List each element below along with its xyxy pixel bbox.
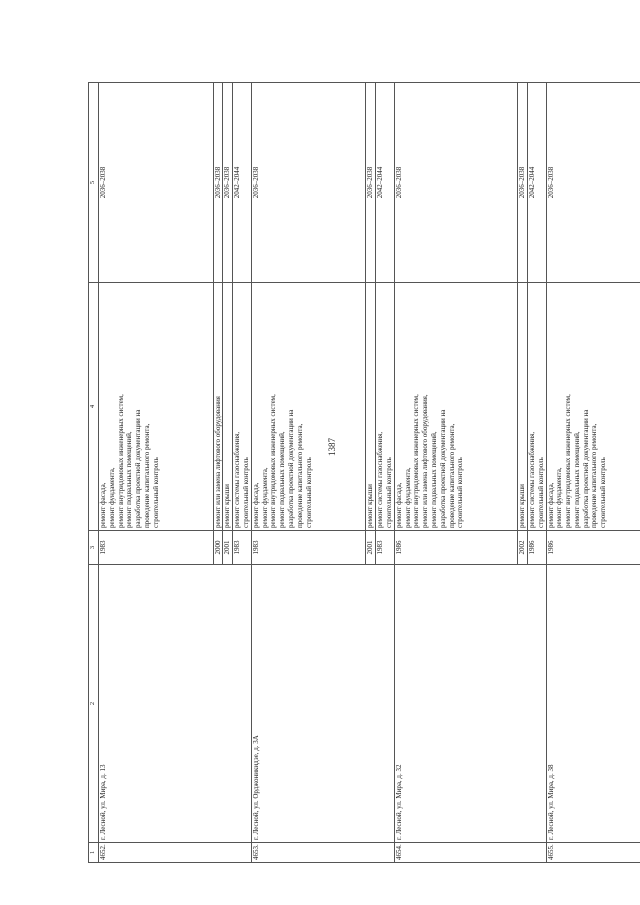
period-cell: 2036–2038 xyxy=(251,83,366,283)
year-cell: 2001 xyxy=(223,531,233,565)
period-cell: 2042–2044 xyxy=(527,83,546,283)
year-cell: 1986 xyxy=(546,531,640,565)
entry-number: 4653. xyxy=(251,843,394,863)
work-line: ремонт фасада, xyxy=(546,482,555,528)
work-line: ремонт системы газоснабжения, xyxy=(233,431,242,528)
work-line: ремонт крыши xyxy=(518,484,527,528)
period-cell: 2036–2038 xyxy=(223,83,233,283)
work-line: ремонт фундамента, xyxy=(555,467,564,528)
work-line: ремонт фасада, xyxy=(99,482,107,528)
work-description-cell xyxy=(546,283,640,531)
entry-address: г. Лесной, ул. Орджоникидзе, д. 3А xyxy=(251,565,394,843)
work-line: разработка проектной документации на xyxy=(134,409,143,528)
period-cell: 2036–2038 xyxy=(518,83,528,283)
table-body xyxy=(99,83,640,863)
table-row xyxy=(251,83,366,863)
table-row xyxy=(99,83,214,863)
year-cell: 2001 xyxy=(366,531,376,565)
work-line: ремонт подвальных помещений, xyxy=(572,431,581,528)
year-cell: 1983 xyxy=(251,531,366,565)
spacer xyxy=(161,285,213,528)
work-line: ремонт подвальных помещений, xyxy=(429,431,438,528)
work-line: ремонт внутридомовых инженерных систем, xyxy=(412,394,421,528)
work-line: ремонт крыши xyxy=(223,484,232,528)
work-line: ремонт фасада, xyxy=(251,482,260,528)
period-cell: 2042–2044 xyxy=(376,83,395,283)
rotated-table-container xyxy=(88,83,608,863)
period-cell: 2036–2038 xyxy=(213,83,223,283)
work-line: строительный контроль xyxy=(241,457,250,528)
work-line: ремонт системы газоснабжения, xyxy=(527,431,536,528)
work-description-cell xyxy=(251,283,366,531)
work-line: строительный контроль xyxy=(536,457,545,528)
entry-number: 4655. xyxy=(546,843,640,863)
col-header-1: 1 xyxy=(89,843,99,863)
work-description-cell xyxy=(366,283,376,531)
spacer xyxy=(313,285,365,528)
year-cell: 1983 xyxy=(99,531,214,565)
work-description-cell xyxy=(213,283,223,531)
work-line: ремонт крыши xyxy=(366,484,375,528)
work-line: проведение капитального ремонта, xyxy=(142,423,151,528)
work-line: строительный контроль xyxy=(151,457,160,528)
capital-repair-table xyxy=(88,82,640,863)
col-header-4: 4 xyxy=(89,283,99,531)
work-line: строительный контроль xyxy=(304,457,313,528)
year-cell: 1986 xyxy=(394,531,517,565)
work-description-cell xyxy=(518,283,528,531)
col-header-2: 2 xyxy=(89,565,99,843)
work-description-cell xyxy=(223,283,233,531)
year-cell: 1983 xyxy=(376,531,395,565)
work-line: разработка проектной документации на xyxy=(438,409,447,528)
work-description-cell xyxy=(527,283,546,531)
table-row xyxy=(394,83,517,863)
entry-address: г. Лесной, ул. Мира, д. 38 xyxy=(546,565,640,843)
work-line: строительный контроль xyxy=(384,457,393,528)
spacer xyxy=(465,285,517,528)
work-line: проведение капитального ремонта, xyxy=(295,423,304,528)
year-cell: 2000 xyxy=(213,531,223,565)
work-line: ремонт фундамента, xyxy=(107,467,116,528)
col-header-5: 5 xyxy=(89,83,99,283)
work-line: разработка проектной документации на xyxy=(581,409,590,528)
work-description-cell xyxy=(99,283,214,531)
work-line: ремонт или замена лифтового оборудования, xyxy=(421,394,430,528)
year-cell: 2002 xyxy=(518,531,528,565)
work-line: ремонт фасада, xyxy=(394,482,403,528)
year-cell: 1983 xyxy=(233,531,252,565)
work-description-cell xyxy=(394,283,517,531)
work-line: разработка проектной документации на xyxy=(286,409,295,528)
entry-number: 4652. xyxy=(99,843,252,863)
work-line: ремонт фундамента, xyxy=(260,467,269,528)
work-line: ремонт подвальных помещений, xyxy=(125,431,134,528)
period-cell: 2036–2038 xyxy=(99,83,214,283)
work-line: ремонт системы газоснабжения, xyxy=(376,431,385,528)
header-row xyxy=(89,83,99,863)
page-number: 1387 xyxy=(327,438,337,456)
entry-number: 4654. xyxy=(394,843,546,863)
work-line: проведение капитального ремонта, xyxy=(447,423,456,528)
year-cell: 1986 xyxy=(527,531,546,565)
work-line: ремонт фундамента, xyxy=(403,467,412,528)
work-description-cell xyxy=(376,283,395,531)
work-line: ремонт внутридомовых инженерных систем, xyxy=(269,394,278,528)
col-header-3: 3 xyxy=(89,531,99,565)
work-line: ремонт подвальных помещений, xyxy=(278,431,287,528)
period-cell: 2036–2038 xyxy=(366,83,376,283)
work-line: ремонт или замена лифтового оборудования xyxy=(213,396,222,528)
period-cell: 2036–2038 xyxy=(546,83,640,283)
table-row xyxy=(546,83,640,863)
entry-address: г. Лесной, ул. Мира, д. 32 xyxy=(394,565,546,843)
work-line: строительный контроль xyxy=(456,457,465,528)
period-cell: 2036–2038 xyxy=(394,83,517,283)
period-cell: 2042–2044 xyxy=(233,83,252,283)
work-line: проведение капитального ремонта, xyxy=(590,423,599,528)
spacer xyxy=(608,285,640,528)
entry-address: г. Лесной, ул. Мира, д. 13 xyxy=(99,565,252,843)
work-description-cell xyxy=(233,283,252,531)
work-line: строительный контроль xyxy=(599,457,608,528)
work-line: ремонт внутридомовых инженерных систем, xyxy=(564,394,573,528)
work-line: ремонт внутридомовых инженерных систем, xyxy=(116,394,125,528)
